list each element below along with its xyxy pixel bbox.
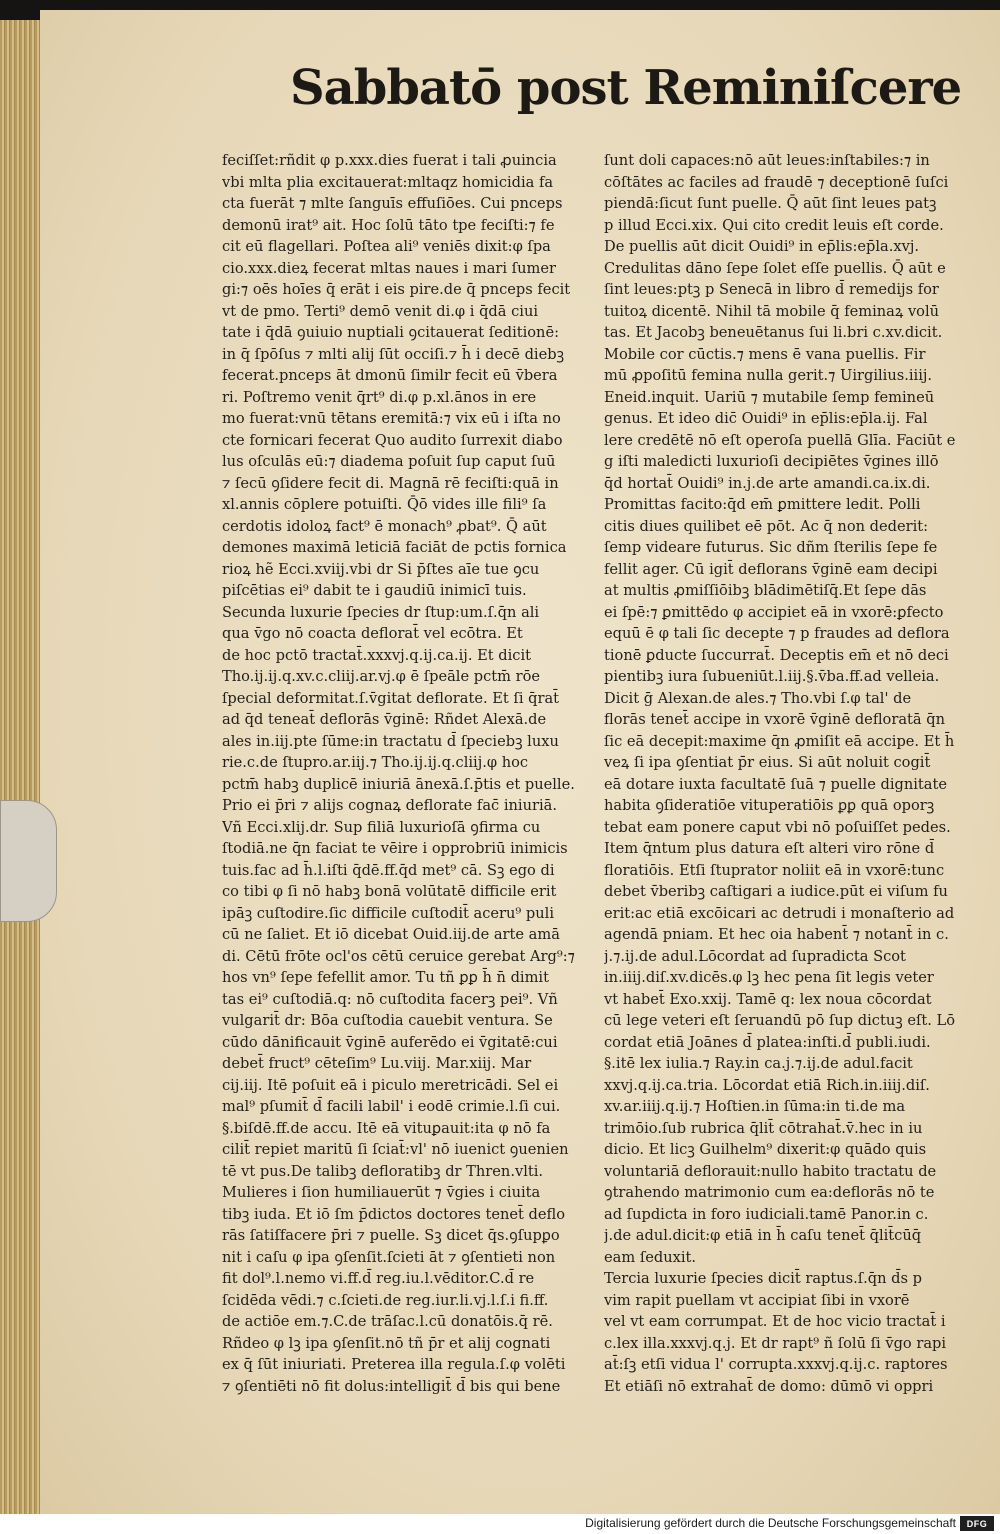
text-line: fecerat.pnceps āt dmonū ſimilr fecit eū v̄bera [222,367,558,384]
text-line: Rñdeo φ lꝫ ipa ꝯſenſit.nō tñ p̄r et alij cognati [222,1334,551,1352]
text-line: fellit ager. Cū igit̄ deflorans v̄ginē eam decipi [604,560,938,578]
text-line: voluntariā deflorauit:nullo habito tractatu de [604,1162,937,1180]
text-line: cilit̄ repiet maritū ſi ſciat̄:vl' nō iuenict ꝯuenien [222,1141,569,1158]
text-line: trimōio.ſub rubrica q̄lit̄ cōtrahat̄.v̄.hec in iu [604,1119,923,1137]
text-line: eā dotare iuxta facultatē ſuā ⁊ puelle dignitate [604,775,947,793]
text-line: §.itē lex iulia.⁊ Ray.in ca.j.⁊.ij.de adul.facit [604,1055,913,1072]
text-line: cū lege veteri eſt ſeruandū pō ſup dictuꝫ eſt. Lō [604,1012,955,1029]
text-line: ſpecial deformitat.ſ.v̄gitat deflorate. Et ſi q̄rat̄ [222,689,560,707]
text-line: vim rapit puellam vt accipiat ſibi in vxorē [604,1291,910,1309]
text-line: veꝝ ſi ipa ꝯſentiat p̄r eius. Si aūt noluit cogit̄ [604,754,931,771]
text-line: ſcidēda vēdi.⁊ c.ſcieti.de reg.iur.li.vj.l.ſ.i fi.ff. [222,1291,549,1309]
text-line: eam ſeduxit. [604,1248,696,1266]
text-line: Mobile cor cūctis.⁊ mens ē vana puellis. Fir [604,345,926,363]
text-line: qua v̄go nō coacta deflorat̄ vel ecōtra. Et [222,625,523,642]
text-line: ſic eā decepit:maxime q̄n ꝓmiſit eā accipe. Et h̄ [604,732,955,750]
text-line: cte fornicari fecerat Quo audito ſurrexit diabo [222,431,563,449]
text-line: Prio ei p̄ri ⁊ alijs cognaꝝ deflorate fac̄ iniuriā. [222,797,557,814]
text-line: erit:ac etiā excōicari ac detrudi i monaſterio ad [604,904,955,922]
text-line: genus. Et ideo dic̄ Ouidi⁹ in ep̄lis:ep̄la.ij. Fal [604,410,928,427]
text-line: lus oſculās eū:⁊ diadema poſuit ſup caput ſuū [222,453,556,470]
text-line: ſemp videare futurus. Sic dñm ſterilis ſepe fe [604,539,938,556]
text-line: at multis ꝓmiſſiōibꝫ blādimētiſq̄.Et ſepe dās [604,582,927,599]
page-heading: Sabbatō post Reminiſcere [290,60,962,116]
text-line: vulgarit̄ dr: Bōa cuſtodia cauebit ventura. Se [222,1012,553,1029]
text-line: p illud Ecci.xix. Qui cito credit leuis eſt corde. [604,216,944,234]
text-line: vt habet̄ Exo.xxij. Tamē q: lex noua cōcordat [604,990,932,1008]
text-line: ſtodiā.ne q̄n faciat te vēire i opprobriū inimicis [222,840,568,857]
text-line: tebat eam ponere caput vbi nō poſuiſſet pedes. [604,818,951,836]
text-line: citis diues quilibet eē pōt. Ac q̄ non dederit: [604,517,929,535]
text-line: ei ſpē:⁊ ꝑmittēdo φ accipiet eā in vxorē:ꝑfecto [604,603,944,621]
text-line: in.iiij.diſ.xv.dicēs.φ lꝫ hec pena ſit legis veter [604,969,934,986]
text-line: Credulitas dāno ſepe ſolet eſſe puellis. Q̄ aūt e [604,259,946,277]
text-line: ⁊ ꝯſentiēti nō fit dolus:intelligit̄ d̄ bis qui bene [222,1377,561,1395]
text-line: q̄d hortat̄ Ouidi⁹ in.j.de arte amandi.ca.ix.di. [604,474,931,492]
text-line: fit dol⁹.l.nemo vi.ff.d̄ reg.iu.l.vēditor.C.d̄ re [222,1270,535,1287]
text-line: tuis.fac ad h̄.l.iſti q̄dē.ff.q̄d met⁹ cā. Sꝫ ego di [222,861,555,879]
text-line: §.biſdē.ff.de accu. Itē eā vituꝑauit:ita φ nō fa [222,1119,551,1137]
text-line: nit i caſu φ ipa ꝯſenſit.ſcieti āt ⁊ ꝯſentieti non [222,1248,556,1266]
text-line: feciſſet:rñdit φ p.xxx.dies fuerat i tali ꝓuincia [222,152,557,169]
text-line: g iſti maledicti luxurioſi decipiētes v̄gines illō [604,453,939,470]
text-line: vt de pmo. Terti⁹ demō venit di.φ i q̄dā ciui [222,302,539,320]
text-line: Mulieres i ſion humiliauerūt ⁊ v̄gies i ciuita [222,1184,541,1201]
text-line: agendā pniam. Et hec oia habent̄ ⁊ notant̄ in c. [604,926,949,943]
text-line: piendā:ſicut ſunt puelle. Q̄ aūt ſint leues patꝫ [604,195,937,212]
text-line: j.⁊.ij.de adul.Lōcordat ad ſupradicta Scot [604,947,906,965]
footer-bar [0,1514,1000,1534]
text-line: gi:⁊ oēs hoīes q̄ erāt i eis pire.de q̄ pnceps fecit [222,281,571,298]
text-line: cū ne ſaliet. Et iō dicebat Ouid.iij.de arte amā [222,926,560,943]
text-line: tate i q̄dā ꝯuiuio nuptiali ꝯcitauerat ſeditionē: [222,324,560,341]
text-line: cerdotis idoloꝝ fact⁹ ē monach⁹ ꝓbat⁹. Q̄ aūt [222,517,547,535]
text-line: demonū irat⁹ ait. Hoc ſolū tāto tpe feciſti:⁊ fe [222,216,555,234]
dfg-logo: DFG [960,1516,994,1531]
text-line: cūdo dānificauit v̄ginē auferēdo ei v̄gitatē:cui [222,1033,558,1051]
footer-credit: Digitalisierung gefördert durch die Deutsche Forschungsgemeinschaft [585,1516,956,1530]
text-line: mal⁹ pſumit̄ d̄ facili labil' i eodē crimie.l.ſi cui. [222,1098,561,1115]
text-line: co tibi φ ſi nō habꝫ bonā volūtatē difficile erit [222,883,557,900]
text-line: de hoc pctō tractat̄.xxxvj.q.ij.ca.ij. Et dicit [222,646,531,664]
text-line: ſint leues:ptꝫ p Senecā in libro d̄ remedijs for [604,281,939,298]
text-line: vbi mlta plia excitauerat:mltaqz homicidia fa [222,173,554,191]
text-column-right [604,150,966,1397]
text-line: Item q̄ntum plus datura eſt alteri viro rōne d̄ [604,840,935,857]
text-line: mū ꝓpoſitū femina nulla gerit.⁊ Uirgilius.iiij. [604,367,933,384]
text-line: ales in.iij.pte ſūme:in tractatu d̄ ſpeciebꝫ luxu [222,732,559,750]
text-line: florās tenet̄ accipe in vxorē v̄ginē defloratā q̄n [604,711,945,728]
book-page-edges [0,20,40,1514]
text-line: cordat etiā Joānes d̄ platea:inſti.d̄ publi.iudi. [604,1033,931,1051]
text-line: Et etiāſi nō extrahat̄ de domo: dūmō vi oppri [604,1377,934,1395]
text-line: xv.ar.iiij.q.ij.⁊ Hoſtien.in ſūma:in ti.de ma [604,1098,906,1115]
text-line: cta fuerāt ⁊ mlte ſanguīs effuſiōes. Cui pnceps [222,195,563,212]
text-line: debet v̄beribꝫ caſtigari a iudice.pūt ei viſum fu [604,883,948,900]
text-line: ſunt doli capaces:nō aūt leues:inſtabiles:⁊ in [604,152,930,169]
bookmark-tab [0,800,57,922]
text-line: vel vt eam corrumpat. Et de hoc vicio tractat̄ i [604,1313,946,1330]
text-line: tas. Et Jacobꝫ beneuētanus ſui li.bri c.xv.dicit. [604,324,943,341]
text-line: tibꝫ iuda. Et iō ſm p̄dictos doctores tenet̄ deflo [222,1205,566,1223]
text-line: ad ſupdicta in foro iudiciali.tamē Panor.in c. [604,1205,929,1223]
text-line: ri. Poſtremo venit q̄rt⁹ di.φ p.xl.ānos in ere [222,388,537,406]
text-line: tuitoꝝ dicentē. Nihil tā mobile q̄ feminaꝝ volū [604,302,940,320]
text-line: dicio. Et licꝫ Guilhelm⁹ dixerit:φ quādo quis [604,1141,927,1158]
text-line: hos vn⁹ ſepe fefellit amor. Tu tñ ꝑꝑ h̄ n̄ dimit [222,969,549,986]
text-line: cio.xxx.dieꝝ fecerat mltas naues i mari ſumer [222,259,556,277]
text-line: lere credētē nō eſt operoſa puellā Glīa. Faciūt e [604,431,956,449]
text-column-left [222,150,594,1397]
text-line: tē vt pus.De talibꝫ defloratibꝫ dr Thren.vlti. [222,1162,544,1180]
text-line: Dicit ḡ Alexan.de ales.⁊ Tho.vbi ſ.φ tal' de [604,689,912,707]
text-line: pctm̄ habꝫ duplicē iniuriā ānexā.ſ.p̄tis et puelle. [222,775,575,793]
text-line: ⁊ ſecū ꝯſidere fecit di. Magnā rē feciſti:quā in [222,474,559,492]
text-line: rie.c.de ſtupro.ar.iij.⁊ Tho.ij.ij.q.cliij.φ hoc [222,754,529,771]
text-line: di. Cētū frōte ocl'os cētū ceruice gerebat Arg⁹:⁊ [222,947,575,965]
text-line: c.lex illa.xxxvj.q.j. Et dr rapt⁹ ñ ſolū ſi v̄go rapi [604,1334,947,1352]
text-line: rās ſatiſfacere p̄ri ⁊ puelle. Sꝫ dicet q̄s.ꝯſupꝑo [222,1227,560,1244]
text-line: j.de adul.dicit:φ etiā in h̄ caſu tenet̄ q̄lit̄cūq̄ [604,1227,922,1244]
text-line: mo fuerat:vnū tētans eremitā:⁊ vix eū i iſta no [222,410,561,427]
text-line: cij.iij. Itē poſuit eā i piculo meretricādi. Sel ei [222,1076,559,1094]
text-line: tionē ꝑducte ſuccurrat̄. Deceptis em̄ et nō deci [604,646,949,664]
text-line: debet̄ fruct⁹ cēteſim⁹ Lu.viij. Mar.xiij. Mar [222,1055,532,1072]
text-line: habita ꝯſideratiōe vituperatiōis ꝑꝑ quā oporꝫ [604,797,935,814]
text-line: ex q̄ ſūt iniuriati. Preterea illa regula.ſ.φ volēti [222,1356,566,1373]
text-line: Vñ Ecci.xlij.dr. Sup filiā luxurioſā ꝯfirma cu [222,818,541,836]
text-line: xl.annis cōplere potuiſti. Q̄ō vides ille fili⁹ ſa [222,496,547,513]
text-line: Tho.ij.ij.q.xv.c.cliij.ar.vj.φ ē ſpeāle pctm̄ rōe [222,668,541,685]
text-line: De puellis aūt dicit Ouidi⁹ in ep̄lis:ep̄la.xvj. [604,238,920,255]
text-line: Promittas facito:q̄d em̄ ꝑmittere ledit. Polli [604,496,921,513]
text-line: Secunda luxurie ſpecies dr ſtup:um.ſ.q̄n ali [222,603,540,621]
text-line: floratiōis. Etſi ſtuprator noliit eā in vxorē:tunc [604,861,945,879]
text-line: ꝯtrahendo matrimonio cum ea:deflorās nō te [604,1184,935,1201]
text-line: at̄:ſꝫ etſi vidua l' corrupta.xxxvj.q.ij.c. raptores [604,1356,948,1373]
text-line: cit eū flagellari. Poſtea ali⁹ veniēs dixit:φ ſpa [222,238,551,255]
text-line: xxvj.q.ij.ca.tria. Lōcordat etiā Rich.in.iiij.diſ. [604,1076,930,1094]
text-line: in q̄ ſpōſus ⁊ mlti alij ſūt occiſi.⁊ h̄ i decē diebꝫ [222,345,565,363]
text-line: ad q̄d teneat̄ deflorās v̄ginē: Rñdet Alexā.de [222,711,547,728]
text-line: demones maximā leticiā faciāt de pctis fornica [222,539,567,556]
text-line: tas ei⁹ cuſtodiā.q: nō cuſtodita facerꝫ pei⁹. Vñ [222,990,558,1008]
text-line: pientibꝫ iura ſubueniūt.l.iij.§.v̄ba.ff.ad velleia. [604,668,940,685]
text-line: equū ē φ tali ſic decepte ⁊ p fraudes ad deflora [604,625,950,642]
text-line: cōſtātes ac faciles ad fraudē ⁊ deceptionē ſuſci [604,173,949,191]
text-line: Eneid.inquit. Uariū ⁊ mutabile ſemp femineū [604,388,935,406]
text-line: ipāꝫ cuſtodire.ſic difficile cuſtodit̄ aceru⁹ puli [222,904,554,922]
text-line: de actiōe em.⁊.C.de trāſac.l.cū donatōis.q̄ rē. [222,1313,553,1330]
text-line: Tercia luxurie ſpecies dicit̄ raptus.ſ.q̄n d̄s p [604,1270,922,1287]
text-line: rioꝝ hẽ Ecci.xviij.vbi dr Si p̄ſtes aīe tue ꝯcu [222,560,540,578]
text-line: piſcētias ei⁹ dabit te i gaudiū inimicī tuis. [222,582,527,599]
